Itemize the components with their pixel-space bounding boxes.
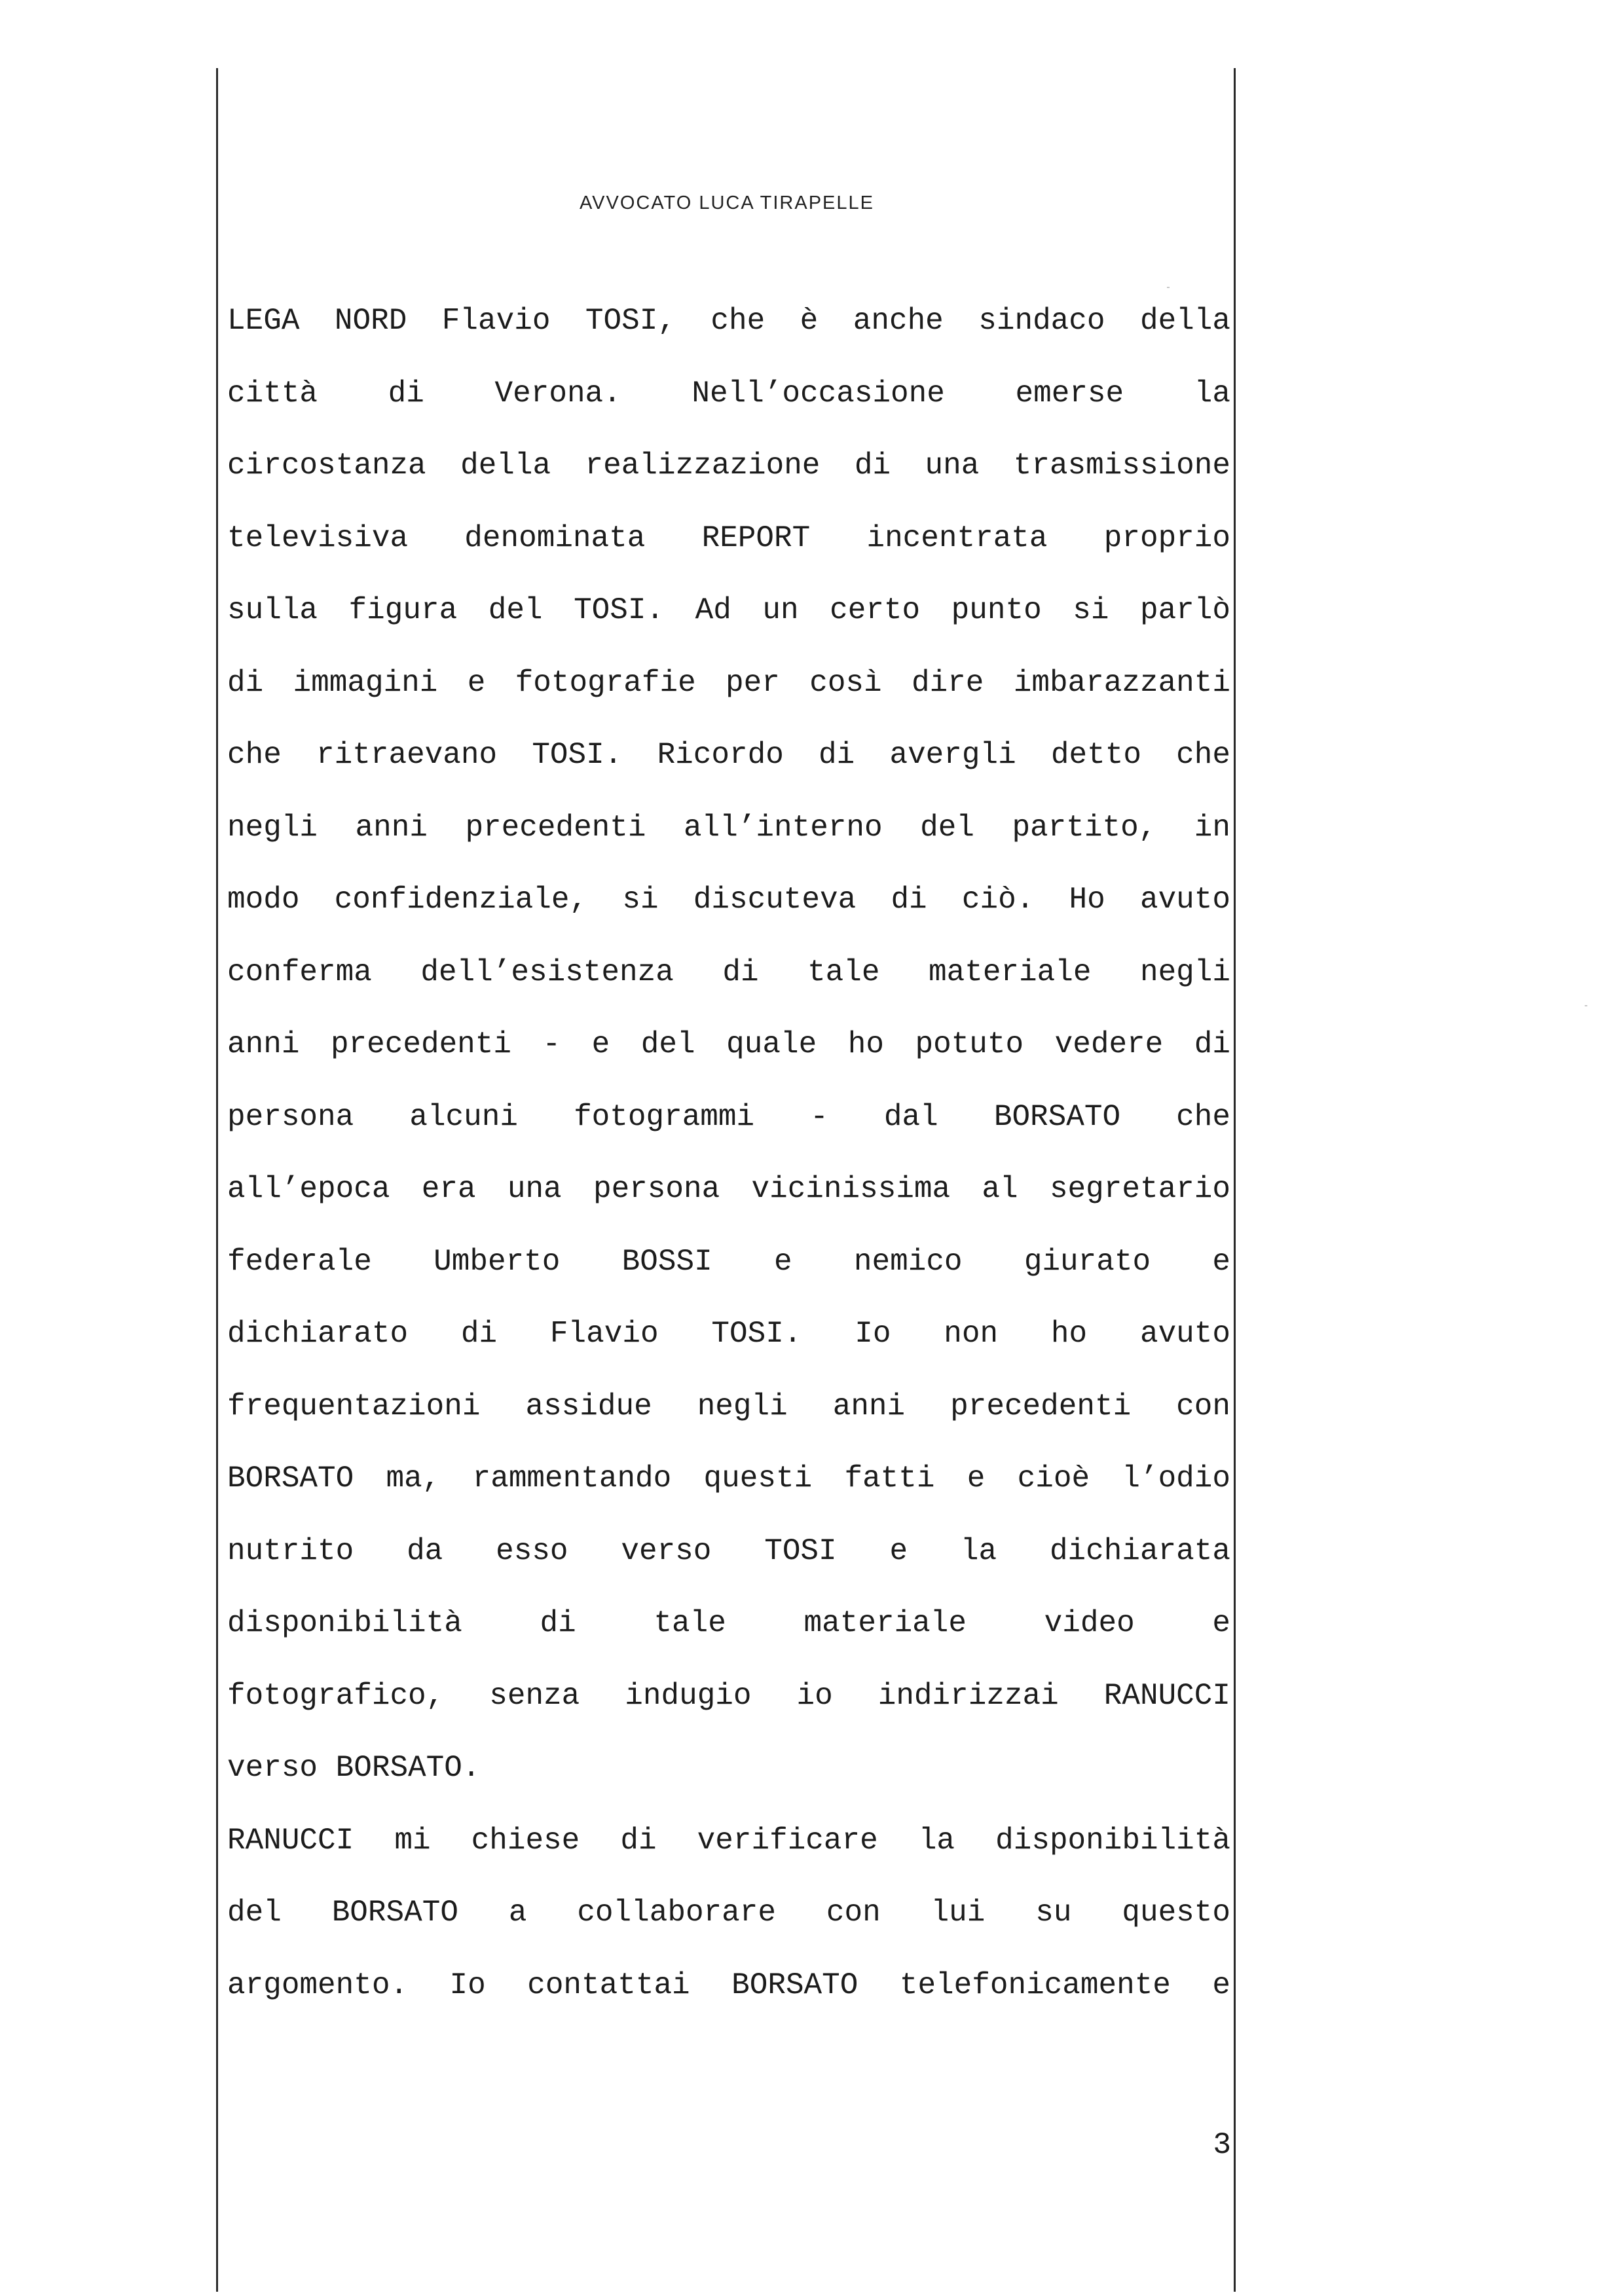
text-line: dichiarato di Flavio TOSI. Io non ho avuto — [227, 1317, 1230, 1351]
text-line: che ritraevano TOSI. Ricordo di avergli detto che — [227, 738, 1230, 772]
text-line: del BORSATO a collaborare con lui su questo — [227, 1896, 1230, 1930]
text-line: RANUCCI mi chiese di verificare la disponibilità — [227, 1823, 1230, 1858]
text-line: fotografico, senza indugio io indirizzai RANUCCI — [227, 1678, 1230, 1713]
scan-speck — [1585, 1005, 1587, 1006]
text-line: all’epoca era una persona vicinissima al segretario — [227, 1172, 1230, 1206]
page-number: 3 — [1213, 2128, 1231, 2162]
text-line: LEGA NORD Flavio TOSI, che è anche sindaco della — [227, 304, 1230, 338]
text-line: persona alcuni fotogrammi - dal BORSATO che — [227, 1099, 1230, 1134]
text-line: argomento. Io contattai BORSATO telefonicamente e — [227, 1968, 1230, 2002]
text-line: conferma dell’esistenza di tale materiale negli — [227, 955, 1230, 989]
text-line: circostanza della realizzazione di una trasmissione — [227, 449, 1230, 483]
text-line: città di Verona. Nell’occasione emerse la — [227, 376, 1230, 411]
text-line: nutrito da esso verso TOSI e la dichiarata — [227, 1533, 1230, 1568]
text-line: negli anni precedenti all’interno del partito, in — [227, 810, 1230, 845]
text-line: frequentazioni assidue negli anni precedenti con — [227, 1389, 1230, 1423]
text-line: di immagini e fotografie per così dire imbarazzanti — [227, 665, 1230, 700]
text-line: federale Umberto BOSSI e nemico giurato e — [227, 1244, 1230, 1279]
text-line: verso BORSATO. — [227, 1751, 481, 1785]
text-line: disponibilità di tale materiale video e — [227, 1606, 1230, 1640]
right-margin-rule — [1234, 68, 1236, 2292]
text-line: sulla figura del TOSI. Ad un certo punto si parlò — [227, 593, 1230, 627]
body-text — [227, 298, 1230, 2034]
text-line: televisiva denominata REPORT incentrata proprio — [227, 521, 1230, 555]
letterhead: AVVOCATO LUCA TIRAPELLE — [579, 193, 874, 213]
text-line: BORSATO ma, rammentando questi fatti e cioè l’odio — [227, 1461, 1230, 1496]
text-line: modo confidenziale, si discuteva di ciò. Ho avuto — [227, 883, 1230, 917]
scan-speck — [1167, 287, 1170, 288]
text-line: anni precedenti - e del quale ho potuto vedere di — [227, 1027, 1230, 1061]
left-margin-rule — [216, 68, 218, 2292]
